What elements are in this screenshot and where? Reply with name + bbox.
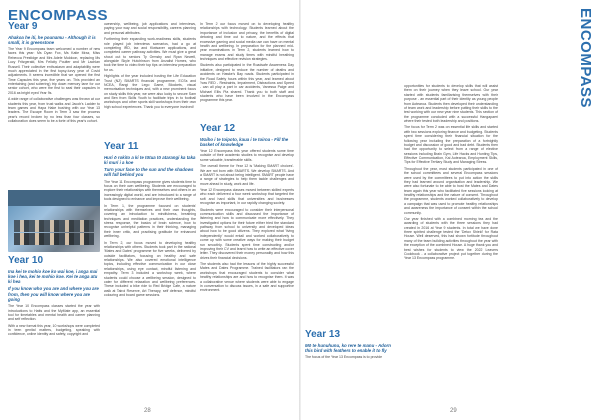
year-10-heading: Year 10 bbox=[8, 255, 44, 266]
year-12-paragraph: Year 12 Encompass classes moved between skilled experts who each delivered a four week workshop that targeted the soft and hard skills that universities and businesses recognise as important, in our rapidly changing society. bbox=[200, 188, 294, 206]
year-11-paragraph: In Term 2, our focus moved to developing healthy relationships with others. Students took part in the national 'Mates and Dates' programme for five weeks, delivered by outside facilitators, focusing on healthy and safe relationships. We also covered emotional intelligence topics, including effective communication in our close relationships, using eye contact, mindful listening and empathy. Term 3 included a workshop week, where students could choose a wellbeing session, designed to cater for different relaxation and wellbeing preferences. These included a bike ride to Red Bridge Cafe, a nature walk at Tairoi Reserve, Art Therapy, self defence, mindful colouring and board game sessions. bbox=[104, 240, 196, 297]
brand-header: ENCOMPASS bbox=[8, 7, 109, 24]
year-9-paragraph: The Year 9 Encompass team welcomed a number of new faces this year: Ms Dyan Fox, Ms Katie Mraz, Miss Rebecca Prestidge and Mrs Adele Muldoon, replacing Ms Lucy Fritzgerald, Mrs Felicity Poulter and Mr Lachlan Russell. Their collective enthusiasm and adaptability were much appreciated in the first topsy-turvy year of Covid adjustments. It seems incredible that we opened the first Time Capsules this year, five years on. This provided an entertaining (and sobering) trip down memory lane for our senior cohort, who were the first to seal their capsules in 2016 as bright eyed Year 9s. bbox=[8, 47, 100, 95]
year-13-section bbox=[305, 330, 397, 361]
year-10-paragraph: With a new format this year, 10 workshops were completed in teen genital matters, budgeting, speaking with confidence, online identity and safety, copyright and bbox=[8, 323, 100, 337]
year-12-heading: Year 12 bbox=[200, 123, 236, 134]
year-13-paragraph: opportunities for students to develop skills that will assist them on their journey when they leave school. Our year started with students familiarising themselves with their purpose - an essential part of their identity as young people from Aotearoa. Students then developed their understanding of team work and leadership before putting their skills to the test working with our new year nine students. This section of the programme concluded with a successful Hangapaeri where their tested both leadership and positions. bbox=[404, 84, 498, 123]
year-10-paragraph: ownership, wellbeing, job applications and interviews, paying your way and social responsibility, careers planning and personal attributes. bbox=[104, 22, 196, 35]
year-13-paragraph: Our year finished with a combined morning tea and the awarding of students with the three sessions they had created in 2016 at Year 9 students. In total we have done three spirited challenge tested the 'Detox Shield' for Rata House. Well deserved, this had shown fortitude throughout many of the team building activities throughout the year with the exception of the combined House. A huge thank you and best wishes for students to view the 2022 Leavers Cookbook - a collaborative project put together during the Year 13 Encompass programme. bbox=[404, 216, 498, 261]
year-10-continued bbox=[104, 22, 196, 111]
page-number: 29 bbox=[450, 408, 457, 414]
year-13-continued bbox=[404, 84, 498, 263]
year-13-quote: Mō te hunuhunu, ko rere te manu - Adorn this bird with feathers to enable it to fly bbox=[305, 342, 391, 353]
photo-students-row bbox=[14, 220, 94, 232]
year-10-section bbox=[8, 256, 100, 339]
year-11-section bbox=[104, 142, 196, 299]
year-12-paragraph: The overall theme for Year 12 is 'Making SMART choices'. We are not born with SMARTS. We develop SMARTS. And a SMART is not about being intelligent. SMART people have a range of strategies to help them tackle challenges and move ahead in study, work and life. bbox=[200, 164, 294, 186]
year-11-paragraph: In Term 1, the programme focused on students' relationships with themselves and their own thoughts, covering an introduction to mindfulness, breathing techniques and meditation practices, understanding the stress response, the basics of brain science, how to recognise unhelpful patterns in their thinking, managing their inner critic, and practising gratitude for enhanced wellbeing. bbox=[104, 203, 196, 239]
year-13-heading: Year 13 bbox=[305, 329, 341, 340]
year-12-quote: Waiho i te toipoto, kaua i te toiroa - Fill the basket of knowledge bbox=[200, 136, 289, 147]
year-11-heading: Year 11 bbox=[104, 141, 139, 152]
year-12-paragraph: The students also had the lessons of the highly successful Mates and Dates Programme. Trained facilitators ran the workshops that encouraged students to consider what healthy relationships are and how to recognise them. It was a collaborative venue where students were able to engage in conversation to discuss issues, in a safe and supportive environment. bbox=[200, 262, 294, 293]
year-11-quote: Huri ō rokito a ki te tōtua tō atarangi ka taka ki muri i a koe bbox=[104, 154, 196, 165]
brand-vertical: ENCOMPASS bbox=[577, 8, 594, 109]
year-10-quote: Ina kei te mohio koe ko wai koe, i anga mai koe i hea, kei te mohio koe. Kei te anga atu ki hea bbox=[8, 268, 98, 285]
year-11-continued bbox=[200, 22, 294, 105]
photo-students-row bbox=[14, 233, 94, 245]
year-9-heading: Year 9 bbox=[8, 21, 38, 32]
year-12-paragraph: Students were encouraged to consider their interpersonal communication skills and discussed the importance of listening and how to communicate more effectively. They investigated options for their future either tried the standard pathway from school to university and developed ideas about how to be good citizens. They explored what 'living independently' would entail and worked collaboratively to come up with some creative ways for making their budget run smoothly. Students spent time constructing and/or improving their CV and learnt how to write an effective cover letter. They discovered their money personality and how this drives their financial decisions. bbox=[200, 207, 294, 260]
photo-building bbox=[8, 190, 100, 206]
year-11-paragraph: The Year 11 Encompass programme gives students time to focus on their own wellbeing. Students are encouraged to explore their relationships with themselves and others in an increasingly digital world, and are introduced to a range of tools designed to enhance and improve their wellbeing. bbox=[104, 179, 196, 202]
year-13-paragraph: Throughout the year, most students participated in one of the school committees and several Encompass sessions were used by the committees to put into action the skills they had learned around organisation and leadership. We were also fortunate to be able to host the Mates and Dates team again this year who facilitated five sessions looking at healthy relationships and the nature of consent. Throughout the programme, students worked collaboratively to develop a campaign that was used to promote healthy relationships and awareness the importance of consent within the school community. bbox=[404, 166, 498, 215]
year-10-paragraph: Highlights of the year included hosting the Life Education Trust (NZ) SMARTS financial programme, ECSs and NCEA, Rangi the Lego Game, Blockets, visual memorisation techniques and, with a new prominent focus on study skills this year, we were also lucky to secure Sam and Ben from Skills Youth to facilitate trips in to football workshops and other sports skill workshops from their own high school experiences. Thank you to everyone involved! bbox=[104, 74, 196, 109]
year-9-paragraph: A wide range of collaborative challenges was thrown at our students this year, from trust walks and Jacob's Ladder to team games and Hapa Hake bushing with our Year 13 leaders. The Escape Room in Term 3 saw the process year's record broken by no less than four classes, so collaboration does seem to be a forte of this year's cohort. bbox=[8, 97, 100, 124]
year-12-section bbox=[200, 124, 294, 295]
year-13-paragraph: The focus for Term 2 was on essential life skills and started with two sessions exploring finance and budgeting. Students spent time considering their financial situation for the following year including the preparation of a fortnightly budget and discussion of good and bad debt. Students then had the opportunity to select from a range of elective sessions including Brain Gym, Life Hacks and Hunting Tips, Effective Communication, Kai Aotearoa, Employment Skills, Tips for Effective Tertiary Study and Managing Stress. bbox=[404, 125, 498, 165]
year-11-paragraph: Students also participated in the Roadsafe Awareness Day initiative, designed to reduce the number of deaths and accidents on Hawke's Bay roads. Students participated in the Road Safety hours within this year, and learned about 'how RED - Restraints, Impairment, Distractions and Speed - can all play a part in car accidents, Vanessa Paige and Michael Ellis Pia shared. Thank you to both staff and students who have been involved in the Encompass programme this year. bbox=[200, 63, 294, 103]
right-page bbox=[300, 0, 600, 420]
year-11-paragraph: In Term 2 our focus moved on to developing healthy relationships with technology. Students learned about the importance of inclusion and privacy, the benefits of digital detoxing and time out to nature, and the effects that excessive gaming and social media use can have on mental health and wellbeing. In preparation for the planned mid-year examinations in Term 2, students learned how to manage exams and study times with mindful breathing techniques and effective revision strategies. bbox=[200, 22, 294, 61]
year-10-paragraph: The Year 10 Encompass classes started the year with introductions to Hatts and the MyMate app, an essential tool for timetables and mental health and career planning and self reflection. bbox=[8, 304, 100, 322]
year-13-paragraph: The focus of the Year 13 Encompass is to provide bbox=[305, 355, 383, 360]
students-photo bbox=[8, 190, 100, 252]
year-10-quote-translation: If you know who you are and where you are from, then you will know where you are going bbox=[8, 286, 99, 302]
year-9-section bbox=[8, 22, 100, 125]
page-number: 28 bbox=[144, 408, 151, 414]
year-9-quote: Ahakoa he iti, he pounamu - Although it is small, it is greenstone bbox=[8, 34, 96, 45]
year-12-paragraph: Year 12 Encompass this year offered students some time outside of their academic studies to recognise and develop some valuable, transferable skills. bbox=[200, 149, 294, 162]
year-11-quote-translation: Turn your face to the sun and the shadows will fall behind you bbox=[104, 167, 194, 178]
year-10-paragraph: Furthering their expanding work-readiness skills, students role played job interviews scenarios, had a go at completing IRD, tax and Kiwisaver applications, and completed career pathway activities. We must give a great shout out to seniors Ty Ormsby and Ryan Newell, alongside Skyle Hutchinson from Anzalist Homes, who took the time to video their top tips on interview preparation for us. bbox=[104, 37, 196, 72]
